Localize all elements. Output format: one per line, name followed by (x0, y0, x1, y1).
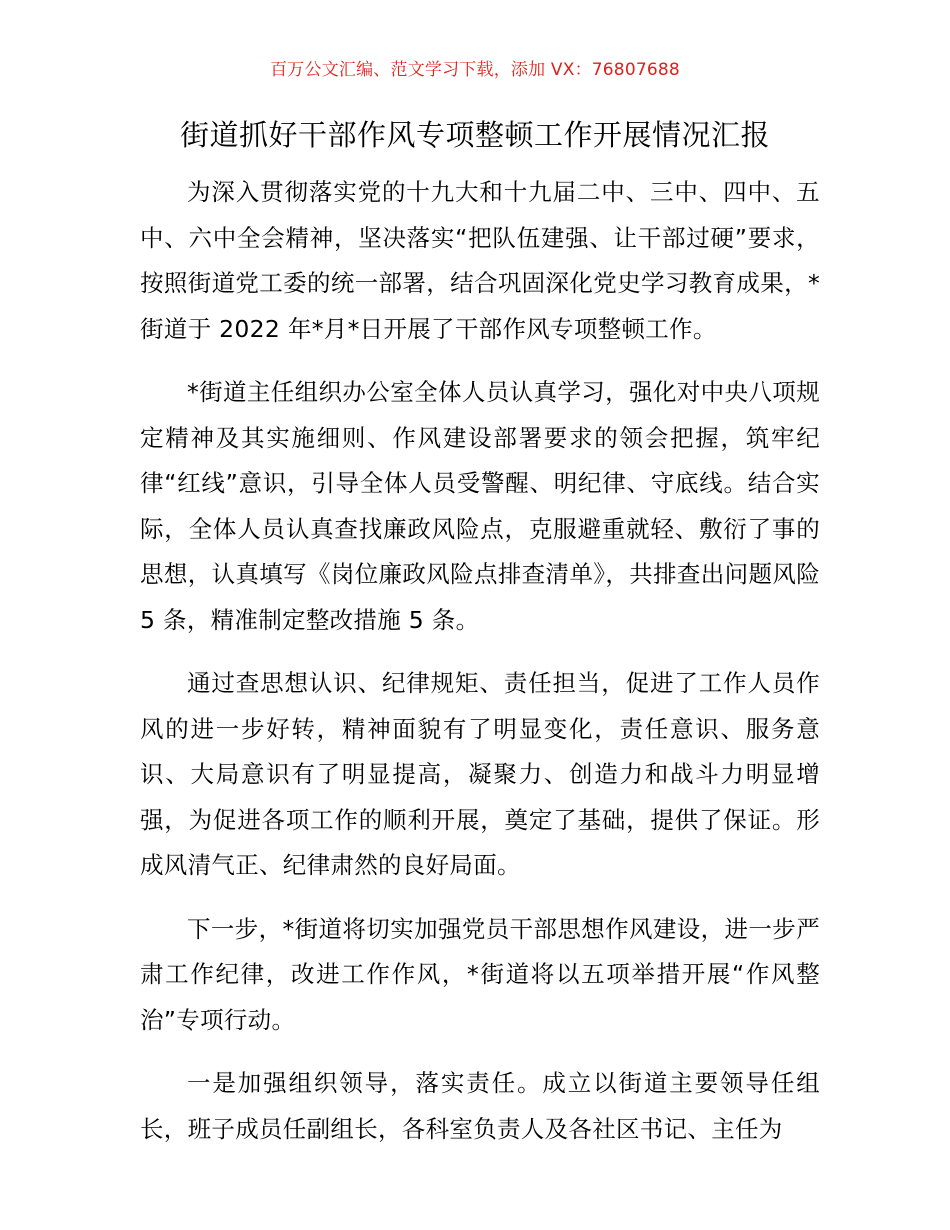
promo-header-note: 百万公文汇编、范文学习下载，添加 VX：76807688 (270, 60, 680, 80)
paragraph-5: 一是加强组织领导，落实责任。成立以街道主要领导任组长，班子成员任副组长，各科室负责人及各社区书记、主任为 (140, 1069, 820, 1143)
document-title: 街道抓好干部作风专项整顿工作开展情况汇报 (179, 118, 770, 152)
document-body (140, 170, 820, 1170)
paragraph-4: 下一步，*街道将切实加强党员干部思想作风建设，进一步严肃工作纪律，改进工作作风，*街道将以五项举措开展“作风整治”专项行动。 (140, 914, 820, 1034)
paragraph-2: *街道主任组织办公室全体人员认真学习，强化对中央八项规定精神及其实施细则、作风建设部署要求的领会把握，筑牢纪律“红线”意识，引导全体人员受警醒、明纪律、守底线。结合实际，全体人员认真查找廉政风险点，克服避重就轻、敷衍了事的思想，认真填写《岗位廉政风险点排查清单》，共排查出问题风险 5 条，精准制定整改措施 5 条。 (140, 378, 820, 634)
paragraph-1: 为深入贯彻落实党的十九大和十九届二中、三中、四中、五中、六中全会精神，坚决落实“把队伍建强、让干部过硬”要求，按照街道党工委的统一部署，结合巩固深化党史学习教育成果，*街道于 2022 年*月*日开展了干部作风专项整顿工作。 (140, 178, 820, 343)
paragraph-3: 通过查思想认识、纪律规矩、责任担当，促进了工作人员作风的进一步好转，精神面貌有了明显变化，责任意识、服务意识、大局意识有了明显提高，凝聚力、创造力和战斗力明显增强，为促进各项工作的顺利开展，奠定了基础，提供了保证。形成风清气正、纪律肃然的良好局面。 (140, 669, 820, 879)
